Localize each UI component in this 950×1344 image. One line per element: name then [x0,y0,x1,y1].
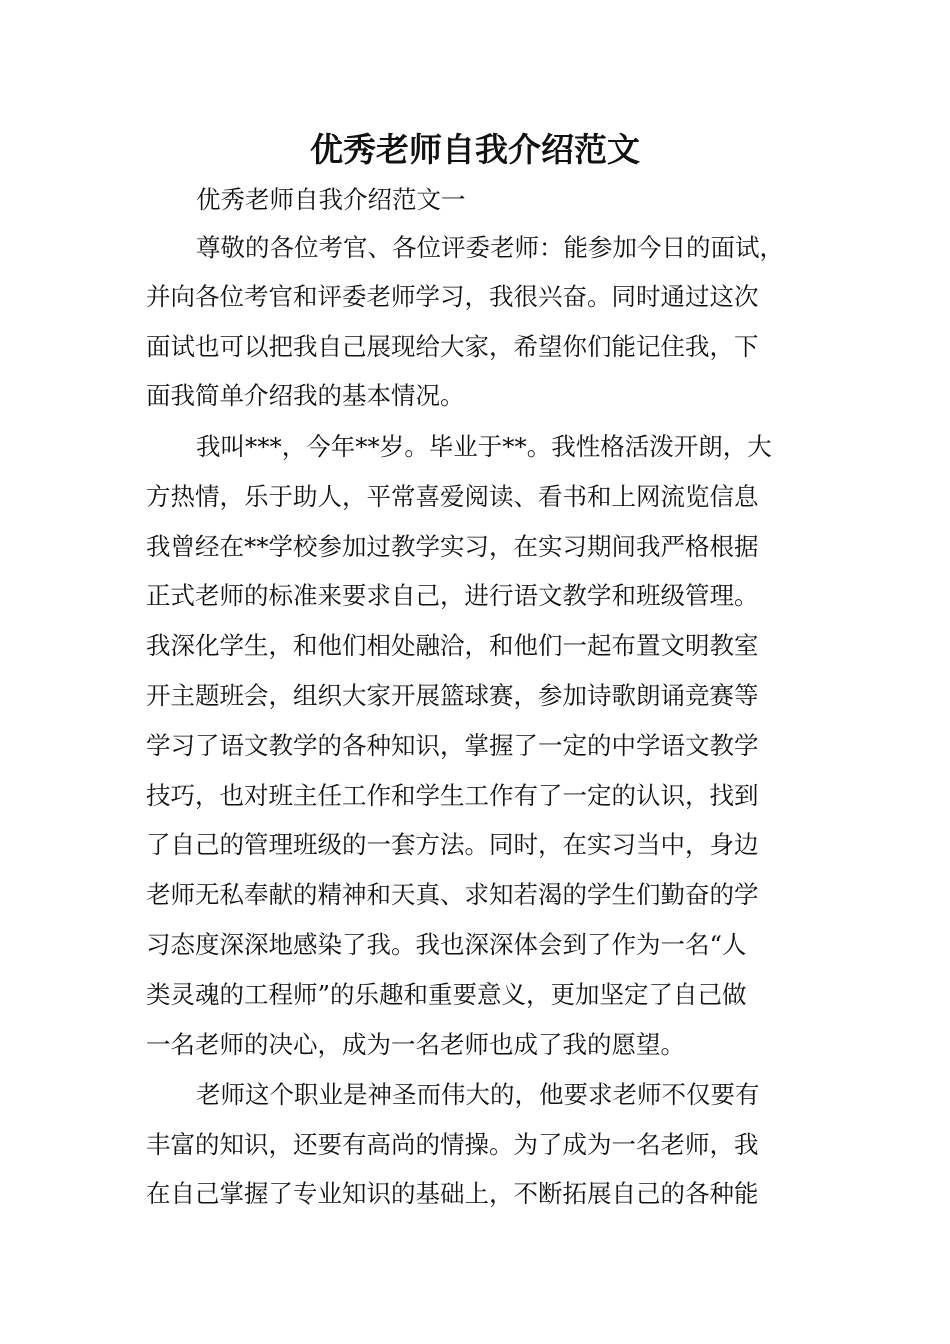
paragraph-2-line-9: 了自己的管理班级的一套方法。同时，在实习当中，身边 [146,830,759,859]
paragraph-3-line-3: 在自己掌握了专业知识的基础上，不断拓展自己的各种能 [146,1179,759,1208]
paragraph-2-line-4: 正式老师的标准来要求自己，进行语文教学和班级管理。 [146,581,759,610]
paragraph-2-line-3: 我曾经在**学校参加过教学实习，在实习期间我严格根据 [146,532,759,561]
paragraph-3-line-1: 老师这个职业是神圣而伟大的，他要求老师不仅要有 [196,1080,760,1109]
paragraph-2-line-2: 方热情，乐于助人，平常喜爱阅读、看书和上网流览信息 [146,482,759,511]
paragraph-2-line-6: 开主题班会，组织大家开展篮球赛，参加诗歌朗诵竞赛等 [146,681,759,710]
paragraph-2-line-5: 我深化学生，和他们相处融洽，和他们一起布置文明教室 [146,631,759,660]
paragraph-1-line-4: 面我简单介绍我的基本情况。 [146,381,465,410]
paragraph-2-line-13: 一名老师的决心，成为一名老师也成了我的愿望。 [146,1030,685,1059]
paragraph-2-line-10: 老师无私奉献的精神和天真、求知若渴的学生们勤奋的学 [146,880,759,909]
paragraph-2-line-12: 类灵魂的工程师”的乐趣和重要意义，更加坚定了自己做 [146,980,747,1009]
paragraph-2-line-8: 技巧，也对班主任工作和学生工作有了一定的认识，找到 [146,781,759,810]
paragraph-1-line-1: 尊敬的各位考官、各位评委老师：能参加今日的面试， [196,233,784,262]
paragraph-1-line-2: 并向各位考官和评委老师学习，我很兴奋。同时通过这次 [146,282,759,311]
paragraph-2-line-7: 学习了语文教学的各种知识，掌握了一定的中学语文教学 [146,731,759,760]
paragraph-2-line-11: 习态度深深地感染了我。我也深深体会到了作为一名“人 [146,930,747,959]
paragraph-3-line-2: 丰富的知识，还要有高尚的情操。为了成为一名老师，我 [146,1130,759,1159]
paragraph-2-line-1: 我叫***，今年**岁。毕业于**。我性格活泼开朗，大 [196,432,772,461]
section-heading: 优秀老师自我介绍范文一 [196,185,466,214]
document-title: 优秀老师自我介绍范文 [310,130,640,169]
paragraph-1-line-3: 面试也可以把我自己展现给大家，希望你们能记住我，下 [146,332,759,361]
